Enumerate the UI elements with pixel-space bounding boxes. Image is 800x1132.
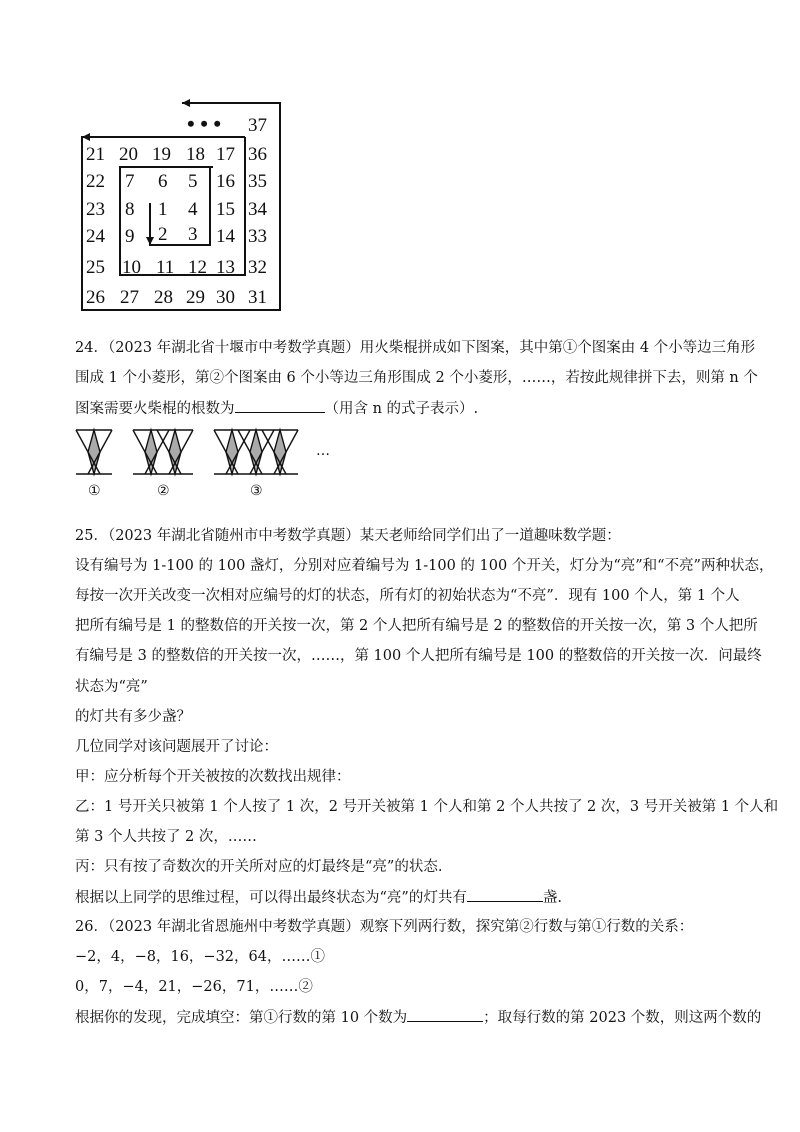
q24-text-line: 24．（2023 年湖北省十堰市中考数学真题）用火柴棍拼成如下图案，其中第①个图案由 4 个小等边三角形 [75,340,756,356]
figure-label: ③ [250,483,263,499]
spiral-number: 23 [86,199,105,220]
q25-text-line: 丙：只有按了奇数次的开关所对应的灯最终是“亮”的状态. [75,859,443,875]
figure-label: ② [157,483,170,499]
q25-text: 盏. [542,890,562,906]
spiral-number: 14 [216,226,235,247]
spiral-number: 9 [125,226,135,247]
q25-text-line: 25．（2023 年湖北省随州市中考数学真题）某天老师给同学们出了一道趣味数学题： [75,528,621,544]
spiral-number: 4 [188,199,198,220]
q26-row-2: 0，7，−4，21，−26，71，……② [75,979,313,995]
spiral-number: 15 [216,199,235,220]
spiral-number: 6 [158,171,168,192]
matchstick-ellipsis: … [316,443,330,459]
q25-text-line: 有编号是 3 的整数倍的开关按一次，……，第 100 个人把所有编号是 100 的整数倍的开关按一次．问最终 [75,648,762,664]
q26-text: ；取每行数的第 2023 个数，则这两个数的 [483,1010,762,1026]
q24-text: 图案需要火柴棍的根数为 [75,401,235,417]
spiral-number: 16 [216,171,235,192]
q26-text-line [75,1007,761,1028]
spiral-number: 34 [248,199,267,220]
q25-text-line [75,887,562,908]
spiral-number: 13 [216,257,235,278]
spiral-number: 32 [248,257,267,278]
q25-text-line: 的灯共有多少盏？ [75,709,191,725]
spiral-number: 26 [86,287,105,308]
spiral-number: 29 [186,287,205,308]
q25-text-line: 把所有编号是 1 的整数倍的开关按一次，第 2 个人把所有编号是 2 的整数倍的开关按一次，第 3 个人把所 [75,618,758,634]
spiral-number: 19 [152,144,171,165]
number-spiral-figure [70,95,300,325]
matchstick-figure-3 [214,430,298,474]
spiral-number: 25 [86,257,105,278]
q25-text-line: 第 3 个人共按了 2 次，…… [75,829,257,845]
matchstick-figure-1 [76,430,112,474]
spiral-number: 10 [122,257,141,278]
spiral-number: 1 [158,199,168,220]
spiral-number: 28 [154,287,173,308]
spiral-number: 5 [188,171,198,192]
spiral-number: 20 [119,144,138,165]
spiral-number: 2 [158,224,168,245]
answer-blank[interactable] [467,887,543,902]
q25-text-line: 设有编号为 1-100 的 100 盏灯，分别对应着编号为 1-100 的 100 个开关，灯分为“亮”和“不亮”两种状态， [75,558,774,574]
spiral-number: 36 [248,144,267,165]
spiral-number: 37 [248,115,267,136]
spiral-number: 17 [216,144,235,165]
q25-text: 根据以上同学的思维过程，可以得出最终状态为“亮”的灯共有 [75,890,467,906]
q26-row-1: −2，4，−8，16，−32，64，……① [75,949,325,965]
spiral-number: 24 [86,226,105,247]
spiral-number: 21 [86,144,105,165]
q25-text-line: 几位同学对该问题展开了讨论： [75,739,278,755]
q24-text: （用含 n 的式子表示）. [324,401,479,417]
q26-text-line: 26．（2023 年湖北省恩施州中考数学真题）观察下列两行数，探究第②行数与第①行数的关系： [75,919,694,935]
spiral-number: 12 [188,257,207,278]
spiral-number: 11 [156,257,175,278]
answer-blank[interactable] [235,398,325,413]
spiral-number: 27 [120,287,139,308]
figure-label: ① [88,483,101,499]
matchstick-figure-2 [133,430,193,474]
q25-text-line: 状态为“亮” [75,679,148,695]
q25-text-line: 乙：1 号开关只被第 1 个人按了 1 次，2 号开关被第 1 个人和第 2 个人共按了 2 次，3 号开关被第 1 个人和 [75,799,779,815]
spiral-dots: • • • [187,111,222,136]
spiral-number: 22 [86,171,105,192]
spiral-number: 8 [125,199,135,220]
spiral-number: 33 [248,226,267,247]
spiral-number: 3 [188,224,198,245]
q26-text: 根据你的发现，完成填空：第①行数的第 10 个数为 [75,1010,408,1026]
spiral-number: 30 [216,287,235,308]
spiral-number: 7 [125,171,135,192]
q25-text-line: 每按一次开关改变一次相对应编号的灯的状态，所有灯的初始状态为“不亮”．现有 100 个人，第 1 个人 [75,588,740,604]
matchstick-figures [70,425,340,500]
q24-text-line: 围成 1 个小菱形，第②个图案由 6 个小等边三角形围成 2 个小菱形，……，若按此规律拼下去，则第 n 个 [75,370,758,386]
spiral-number: 31 [248,287,267,308]
q24-text-line [75,398,478,419]
spiral-number: 18 [186,144,205,165]
spiral-number: 35 [248,171,267,192]
q25-text-line: 甲：应分析每个开关被按的次数找出规律： [75,769,351,785]
answer-blank[interactable] [407,1007,483,1022]
